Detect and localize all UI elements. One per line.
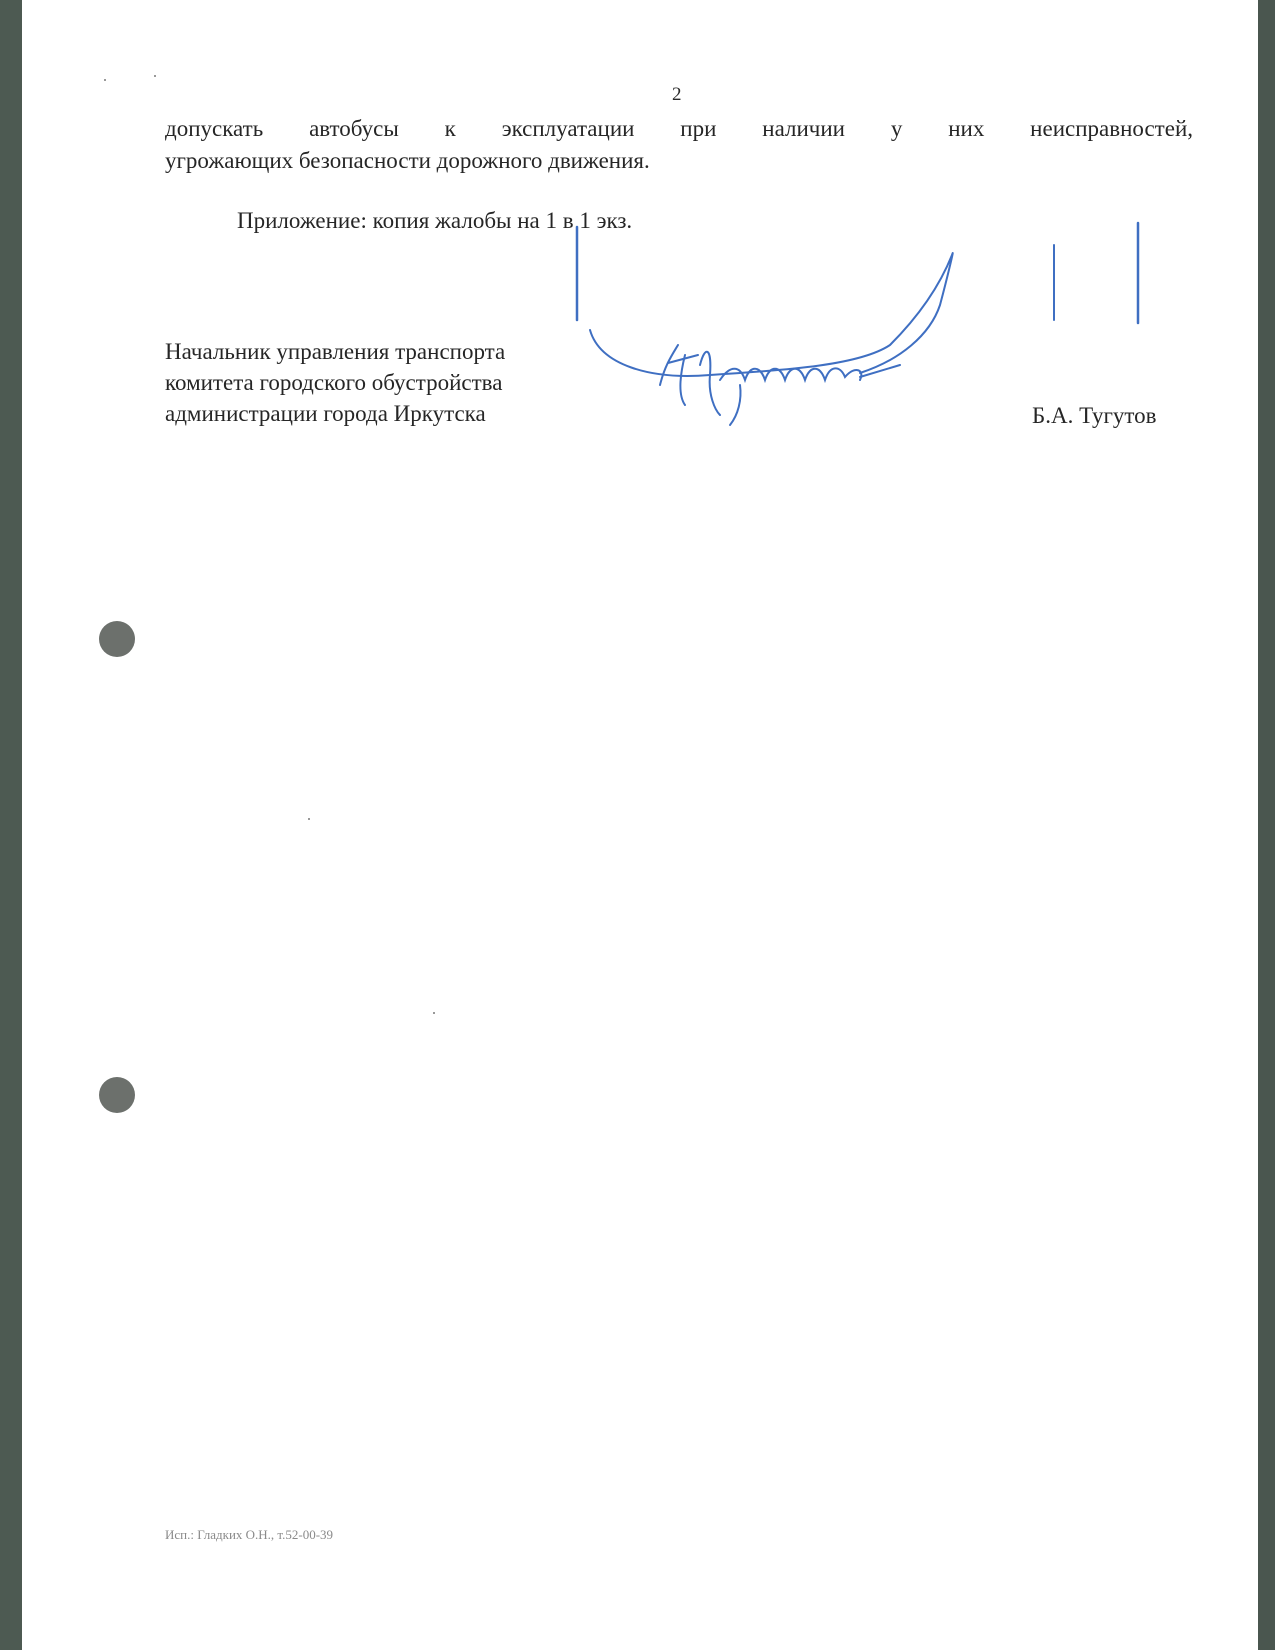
signer-position — [165, 336, 505, 429]
executor-contact: Исп.: Гладких О.Н., т.52-00-39 — [165, 1527, 334, 1542]
body-paragraph — [165, 113, 1193, 177]
attachment-note: Приложение: копия жалобы на 1 в 1 экз. — [237, 208, 633, 233]
position-line: Начальник управления транспорта — [165, 339, 506, 364]
position-line: администрации города Иркутска — [165, 401, 486, 426]
body-line: допускать автобусы к эксплуатации при наличии у них неисправностей, — [165, 116, 1193, 141]
scan-speck — [104, 79, 106, 81]
punch-hole — [99, 621, 135, 657]
scan-speck — [433, 1012, 435, 1014]
position-line: комитета городского обустройства — [165, 370, 503, 395]
page-number: 2 — [672, 84, 682, 105]
punch-hole — [99, 1077, 135, 1113]
body-line: угрожающих безопасности дорожного движения. — [165, 148, 650, 173]
scan-edge — [1258, 0, 1275, 1650]
signer-name: Б.А. Тугутов — [1032, 403, 1157, 428]
scan-speck — [154, 75, 156, 77]
scan-speck — [308, 818, 310, 820]
